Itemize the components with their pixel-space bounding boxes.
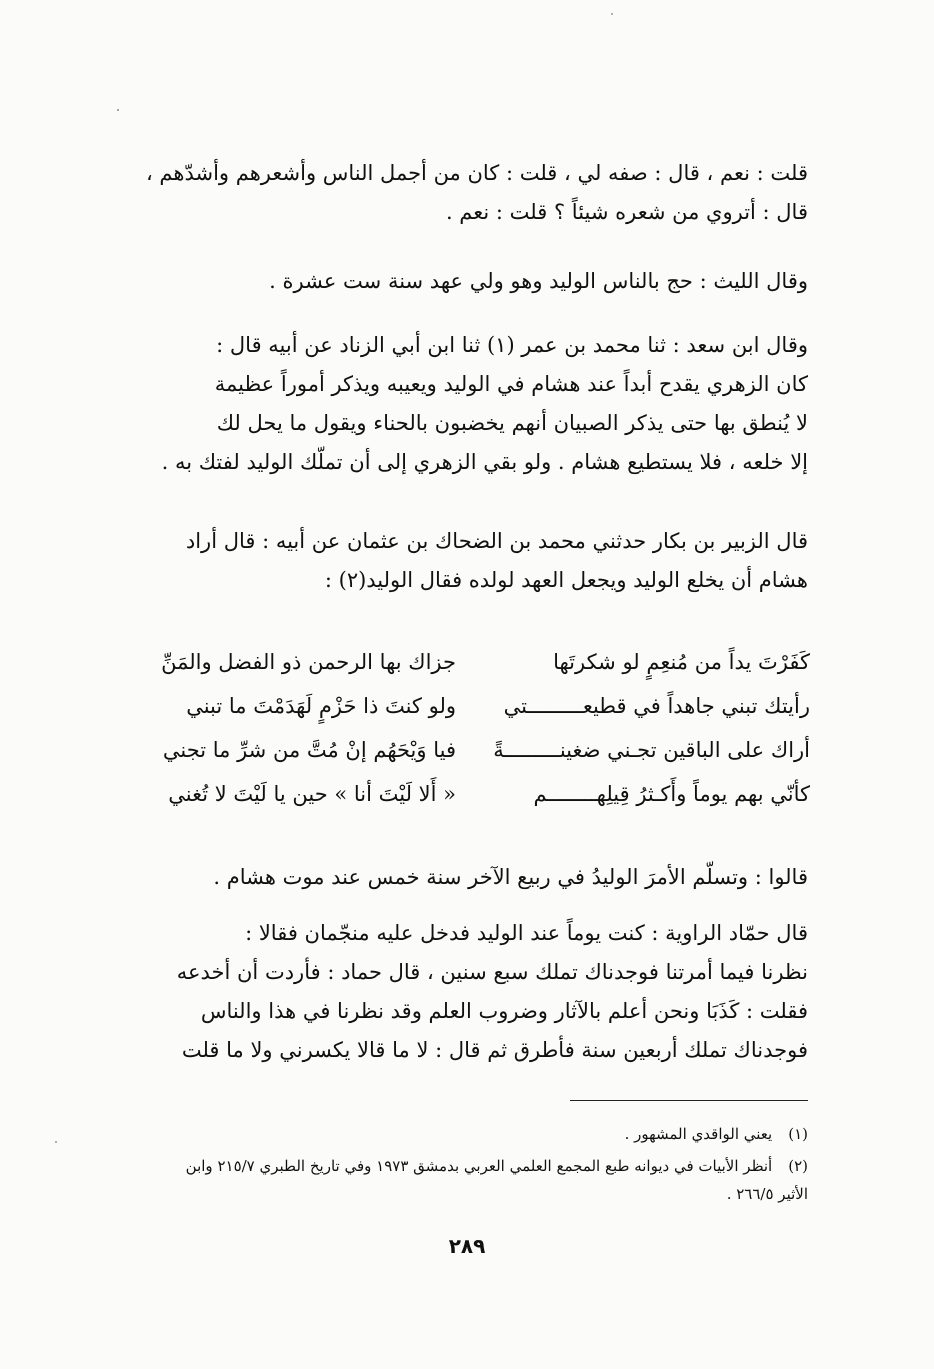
text-line: إلا خلعه ، فلا يستطيع هشام . ولو بقي الزهري إلى أن تملّك الوليد لفتك به . <box>161 450 808 474</box>
verse-second-hemistich: ولو كنتَ ذا حَزْمٍ لَهَدَمْتَ ما تبني <box>186 694 456 718</box>
text-line: نظرنا فيما أمرتنا فوجدناك تملك سبع سنين ، قال حماد : فأردت أن أخدعه <box>176 960 808 984</box>
footnote-text: يعني الواقدي المشهور . <box>624 1125 773 1143</box>
text-line: فوجدناك تملك أربعين سنة فأطرق ثم قال : لا ما قالا يكسرني ولا ما قلت <box>181 1038 808 1062</box>
text-line: قالوا : وتسلّم الأمرَ الوليدُ في ربيع الآخر سنة خمس عند موت هشام . <box>213 865 808 889</box>
verse-second-hemistich: جزاك بها الرحمن ذو الفضل والمَنِّ <box>161 650 456 674</box>
footnote-text: الأثير ٢٦٦/٥ . <box>726 1185 808 1203</box>
verse-second-hemistich: فيا وَيْحَهُم إنْ مُتَّ من شرِّ ما تجني <box>162 738 456 762</box>
footnote-number: (٢) <box>788 1157 808 1175</box>
verse-first-hemistich: رأيتك تبني جاهداً في قطيعـــــــــتي <box>503 694 810 718</box>
text-line: قال : أتروي من شعره شيئاً ؟ قلت : نعم . <box>445 200 808 224</box>
text-line: قلت : نعم ، قال : صفه لي ، قلت : كان من أجمل الناس وأشعرهم وأشدّهم ، <box>145 161 808 185</box>
verse-first-hemistich: أراك على الباقين تجـني ضغينـــــــــةً <box>493 738 810 762</box>
text-line: كان الزهري يقدح أبداً عند هشام في الوليد ويعيبه ويذكر أموراً عظيمة <box>214 372 808 396</box>
text-line: قال حمّاد الراوية : كنت يوماً عند الوليد فدخل عليه منجّمان فقالا : <box>245 921 808 945</box>
verse-first-hemistich: كَفَرْتَ يداً من مُنعِمٍ لو شكرتَها <box>553 650 810 674</box>
text-line: هشام أن يخلع الوليد ويجعل العهد لولده فقال الوليد(٢) : <box>324 568 808 592</box>
text-line: وقال الليث : حج بالناس الوليد وهو ولي عهد سنة ست عشرة . <box>269 269 808 293</box>
page-number: ٢٨٩ <box>448 1234 486 1258</box>
verse-second-hemistich: « أَلا لَيْتَ أنا » حين يا لَيْتَ لا تُغني <box>168 782 456 806</box>
text-line: لا يُنطق بها حتى يذكر الصبيان أنهم يخضبون بالحناء ويقول ما يحل لك <box>216 411 808 435</box>
text-line: فقلت : كَذَبَا ونحن أعلم بالآثار وضروب العلم وقد نظرنا في هذا والناس <box>200 999 808 1023</box>
text-line: وقال ابن سعد : ثنا محمد بن عمر (١) ثنا ابن أبي الزناد عن أبيه قال : <box>216 333 808 357</box>
verse-first-hemistich: كأنّي بهم يوماً وأَكـثرُ قِيلِهــــــــم <box>533 782 810 806</box>
footnote-number: (١) <box>788 1125 808 1143</box>
text-line: قال الزبير بن بكار حدثني محمد بن الضحاك بن عثمان عن أبيه : قال أراد <box>185 529 808 553</box>
footnote-text: أنظر الأبيات في ديوانه طبع المجمع العلمي العربي بدمشق ١٩٧٣ وفي تاريخ الطبري ٢١٥/٧ وابن <box>185 1157 773 1175</box>
